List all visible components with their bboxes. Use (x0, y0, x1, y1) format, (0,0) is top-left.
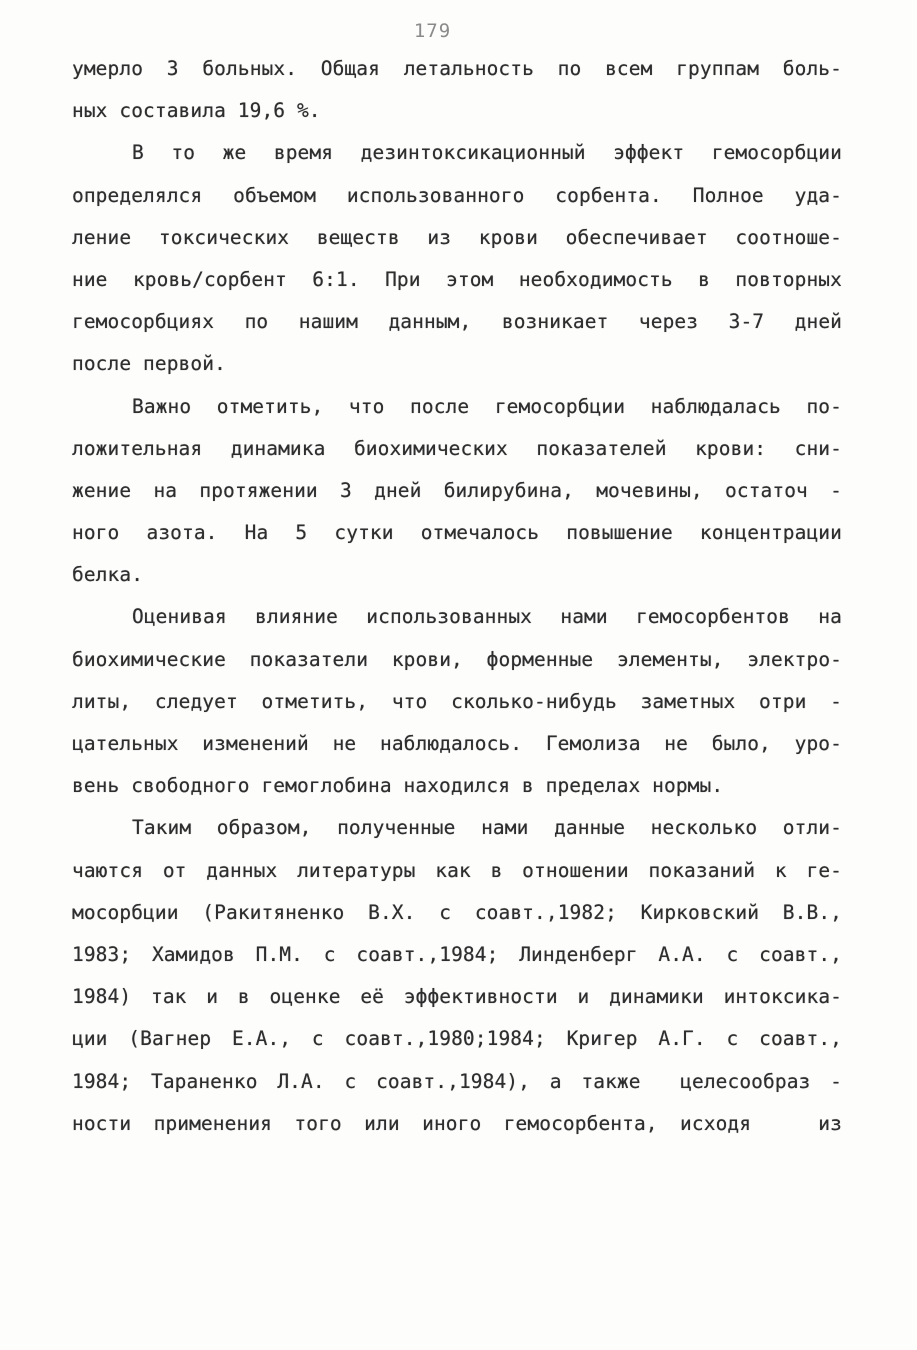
text-line: мосорбции (Ракитяненко В.Х. с соавт.,1982; Кирковский В.В., (72, 900, 842, 924)
text-line: 1984; Тараненко Л.А. с соавт.,1984), а также целесообраз - (72, 1069, 842, 1093)
text-body (72, 48, 842, 1145)
paragraph-2 (72, 132, 842, 385)
text-line: ложительная динамика биохимических показателей крови: сни- (72, 436, 842, 460)
paragraph-4 (72, 596, 842, 807)
text-line: белка. (72, 563, 144, 587)
text-line: литы, следует отметить, что сколько-нибудь заметных отри - (72, 689, 842, 713)
paragraph-3 (72, 386, 842, 597)
page-number: 179 (413, 20, 452, 42)
paragraph-5 (72, 807, 842, 1145)
text-line: В то же время дезинтоксикационный эффект гемосорбции (132, 141, 842, 165)
text-line: биохимические показатели крови, форменные элементы, электро- (72, 647, 842, 671)
text-line: гемосорбциях по нашим данным, возникает через 3-7 дней (72, 310, 842, 334)
text-line: ление токсических веществ из крови обеспечивает соотноше- (72, 225, 842, 249)
text-line: ние кровь/сорбент 6:1. При этом необходимость в повторных (72, 267, 842, 291)
text-line: цательных изменений не наблюдалось. Гемолиза не было, уро- (72, 732, 842, 755)
text-line: вень свободного гемоглобина находился в пределах нормы. (72, 774, 724, 798)
text-line: ных составила 19,6 %. (72, 99, 321, 123)
text-line: определялся объемом использованного сорбента. Полное уда- (72, 183, 842, 207)
text-line: 1984) так и в оценке её эффективности и динамики интоксика- (72, 985, 842, 1009)
text-line: после первой. (72, 352, 226, 376)
text-line: жение на протяжении 3 дней билирубина, мочевины, остаточ - (72, 478, 842, 502)
text-line: ции (Вагнер Е.А., с соавт.,1980;1984; Кригер А.Г. с соавт., (72, 1027, 842, 1051)
text-line: ного азота. На 5 сутки отмечалось повышение концентрации (72, 521, 842, 545)
text-line: Оценивая влияние использованных нами гемосорбентов на (132, 605, 842, 629)
text-line: Таким образом, полученные нами данные несколько отли- (132, 816, 842, 840)
text-line: чаются от данных литературы как в отношении показаний к ге- (72, 858, 842, 882)
text-line: умерло 3 больных. Общая летальность по всем группам боль- (72, 57, 842, 80)
text-line: Важно отметить, что после гемосорбции наблюдалась по- (132, 394, 842, 418)
paragraph-1 (72, 48, 842, 132)
text-line: ности применения того или иного гемосорбента, исходя из (72, 1111, 842, 1135)
text-line: 1983; Хамидов П.М. с соавт.,1984; Линденберг А.А. с соавт., (72, 942, 842, 966)
